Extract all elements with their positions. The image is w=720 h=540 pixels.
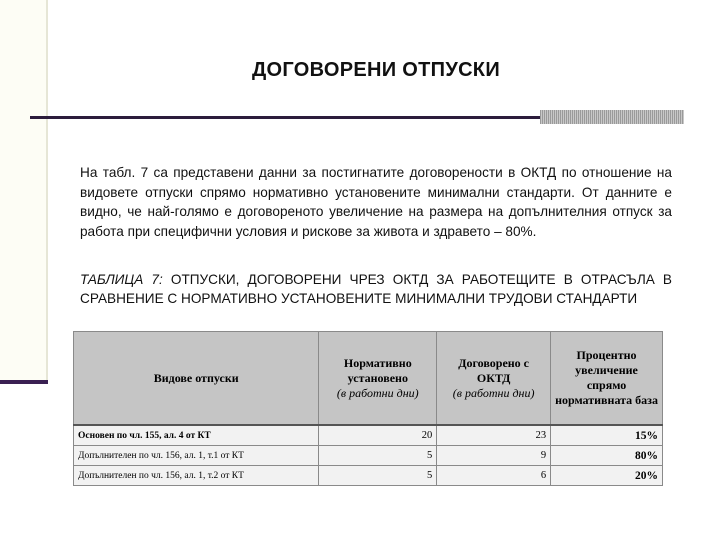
- cell-agreed: 9: [437, 446, 551, 466]
- table-row: [74, 446, 663, 466]
- table-header-row: [74, 332, 663, 426]
- title-rule: [30, 116, 540, 119]
- cell-agreed: 6: [437, 466, 551, 486]
- header-agreed: Договорено с ОКТД (в работни дни): [437, 332, 551, 426]
- header-normative: Нормативно установено (в работни дни): [319, 332, 437, 426]
- table-row: [74, 425, 663, 446]
- cell-leave-type: Допълнителен по чл. 156, ал. 1, т.1 от КТ: [74, 446, 319, 466]
- table-caption-text: ОТПУСКИ, ДОГОВОРЕНИ ЧРЕЗ ОКТД ЗА РАБОТЕЩИТЕ В ОТРАСЪЛА В СРАВНЕНИЕ С НОРМАТИВНО УСТАНОВЕНИТЕ МИНИМАЛНИ ТРУДОВИ СТАНДАРТИ: [80, 272, 672, 306]
- left-accent-bar: [0, 380, 48, 384]
- cell-normative: 5: [319, 466, 437, 486]
- table-row: [74, 466, 663, 486]
- cell-increase: 20%: [551, 466, 663, 486]
- cell-normative: 5: [319, 446, 437, 466]
- header-leave-type: Видове отпуски: [74, 332, 319, 426]
- title-rule-pattern: [540, 110, 684, 124]
- leave-table: [73, 331, 663, 486]
- table-caption-label: ТАБЛИЦА 7:: [80, 272, 163, 287]
- intro-paragraph: На табл. 7 са представени данни за постигнатите договорености в ОКТД по отношение на видовете отпуски спрямо нормативно установените минимални стандарти. От данните е видно, че най-голямо е договореното увеличение на размера на допълнителния отпуск за работа при специфични условия и рискове за живота и здравето – 80%.: [80, 165, 672, 239]
- cell-increase: 15%: [551, 425, 663, 446]
- table-caption: [80, 270, 672, 308]
- left-decorative-band: [0, 0, 48, 382]
- leave-table-container: [73, 331, 663, 486]
- cell-increase: 80%: [551, 446, 663, 466]
- cell-leave-type: Допълнителен по чл. 156, ал. 1, т.2 от КТ: [74, 466, 319, 486]
- header-increase: Процентно увеличение спрямо нормативната база: [551, 332, 663, 426]
- slide-title: ДОГОВОРЕНИ ОТПУСКИ: [251, 59, 500, 81]
- cell-leave-type: Основен по чл. 155, ал. 4 от КТ: [74, 425, 319, 446]
- cell-normative: 20: [319, 425, 437, 446]
- cell-agreed: 23: [437, 425, 551, 446]
